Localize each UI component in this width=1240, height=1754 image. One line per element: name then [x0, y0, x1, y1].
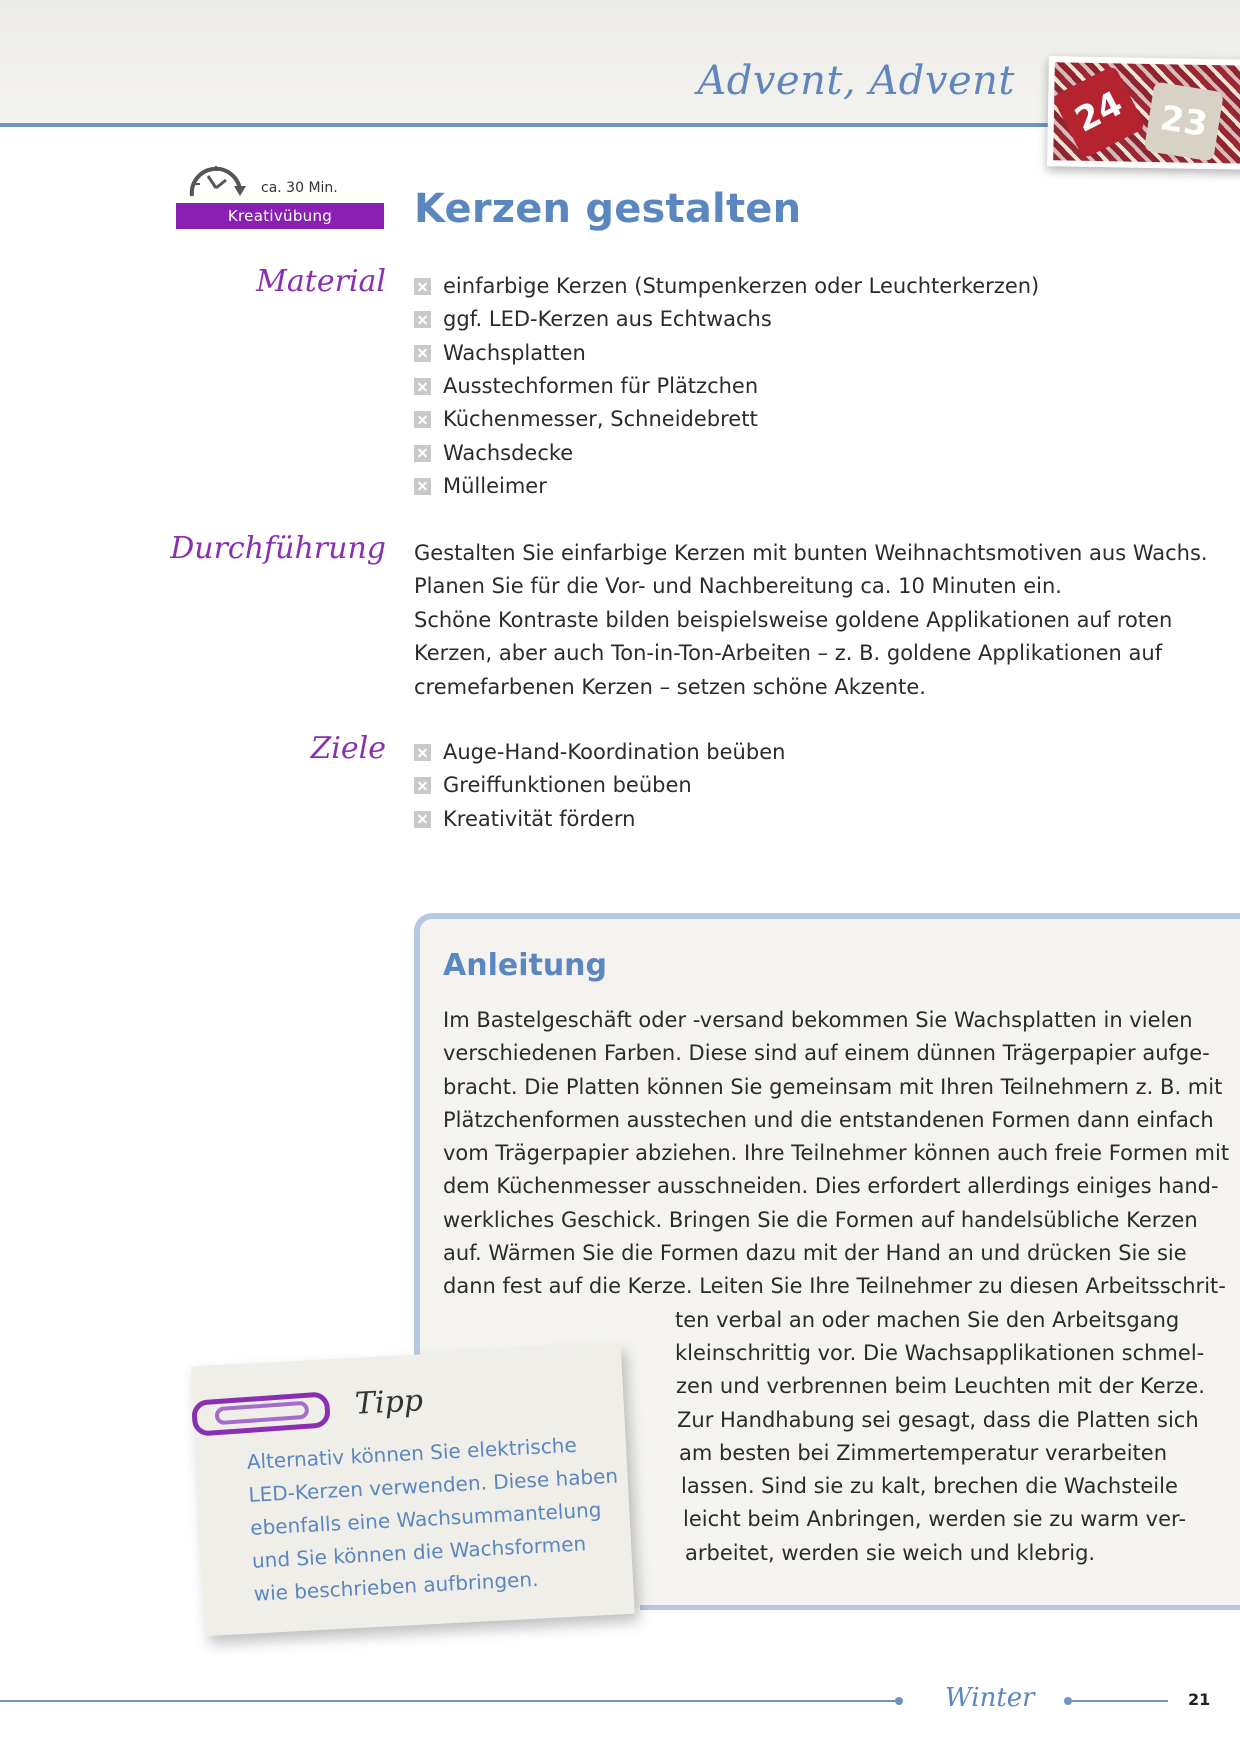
- footer-divider-left: [0, 1700, 898, 1702]
- list-item-text: einfarbige Kerzen (Stumpenkerzen oder Leuchterkerzen): [443, 274, 1040, 299]
- anleitung-bottom-border: [640, 1605, 1240, 1610]
- page-title: Kerzen gestalten: [414, 186, 802, 232]
- material-list: [414, 270, 1039, 503]
- list-item: [414, 303, 1039, 336]
- list-item-text: ggf. LED-Kerzen aus Echtwachs: [443, 307, 772, 332]
- clock-icon: [186, 160, 250, 206]
- checkbox-x-icon: [414, 811, 431, 828]
- text-line: am besten bei Zimmertemperatur verarbeiten: [679, 1440, 1168, 1465]
- text-line: auf. Wärmen Sie die Formen dazu mit der Hand an und drücken Sie sie: [443, 1241, 1187, 1266]
- text-line: Kerzen, aber auch Ton-in-Ton-Arbeiten – z. B. goldene Applikationen auf: [414, 641, 1163, 666]
- text-line: wie beschrieben aufbringen.: [253, 1566, 539, 1606]
- text-line: leicht beim Anbringen, werden sie zu warm ver-: [683, 1507, 1186, 1532]
- text-line: vom Trägerpapier abziehen. Ihre Teilnehmer können auch freie Formen mit: [443, 1141, 1230, 1166]
- list-item: [414, 270, 1039, 303]
- checkbox-x-icon: [414, 378, 431, 395]
- text-line: und Sie können die Wachsformen: [251, 1531, 587, 1573]
- durchfuehrung-text: [414, 537, 1208, 704]
- list-item: [414, 769, 785, 802]
- text-line: dem Küchenmesser ausschneiden. Dies erfordert allerdings einiges hand-: [443, 1174, 1219, 1199]
- tipp-text: [246, 1427, 624, 1611]
- list-item: [414, 370, 1039, 403]
- tipp-title: Tipp: [354, 1383, 424, 1422]
- list-item-text: Auge-Hand-Koordination beüben: [443, 740, 786, 765]
- list-item: [414, 436, 1039, 469]
- text-line: Plätzchenformen ausstechen und die entstandenen Formen dann einfach: [443, 1107, 1214, 1132]
- text-line: cremefarbenen Kerzen – setzen schöne Akzente.: [414, 674, 926, 699]
- footer-dot: [895, 1697, 903, 1705]
- text-line: bracht. Die Platten können Sie gemeinsam mit Ihren Teilnehmern z. B. mit: [443, 1074, 1223, 1099]
- list-item-text: Küchenmesser, Schneidebrett: [443, 407, 758, 432]
- footer-section-title: Winter: [945, 1683, 1035, 1713]
- list-item-text: Wachsplatten: [443, 340, 586, 365]
- advent-calendar-photo: [1047, 56, 1240, 170]
- header-divider: [0, 123, 1050, 127]
- text-line: zen und verbrennen beim Leuchten mit der Kerze.: [676, 1374, 1205, 1399]
- text-line: Gestalten Sie einfarbige Kerzen mit bunten Weihnachtsmotiven aus Wachs.: [414, 541, 1208, 565]
- text-line: Alternativ können Sie elektrische: [246, 1432, 578, 1474]
- list-item-text: Wachsdecke: [443, 440, 574, 465]
- text-line: verschiedenen Farben. Diese sind auf einem dünnen Trägerpapier aufge-: [443, 1041, 1210, 1066]
- checkbox-x-icon: [414, 478, 431, 495]
- list-item: [414, 403, 1039, 436]
- text-line: dann fest auf die Kerze. Leiten Sie Ihre Teilnehmer zu diesen Arbeitsschrit-: [443, 1274, 1226, 1299]
- ziele-label: Ziele: [310, 731, 386, 766]
- text-line: Zur Handhabung sei gesagt, dass die Platten sich: [677, 1407, 1199, 1432]
- text-line: Planen Sie für die Vor- und Nachbereitung ca. 10 Minuten ein.: [414, 574, 1062, 599]
- text-line: Schöne Kontraste bilden beispielsweise goldene Applikationen auf roten: [414, 607, 1173, 632]
- list-item-text: Greiffunktionen beüben: [443, 773, 692, 798]
- chapter-title: Advent, Advent: [697, 58, 1015, 104]
- text-line: arbeitet, werden sie weich und klebrig.: [685, 1540, 1096, 1565]
- list-item-text: Ausstechformen für Plätzchen: [443, 374, 759, 399]
- list-item: [414, 803, 785, 836]
- text-line: werkliches Geschick. Bringen Sie die Formen auf handelsübliche Kerzen: [443, 1207, 1198, 1232]
- list-item: [414, 470, 1039, 503]
- list-item: [414, 337, 1039, 370]
- anleitung-title: Anleitung: [443, 948, 608, 983]
- text-line: lassen. Sind sie zu kalt, brechen die Wachsteile: [681, 1474, 1178, 1499]
- checkbox-x-icon: [414, 411, 431, 428]
- photo-number-24: 24: [1053, 65, 1146, 159]
- photo-fabric: [1053, 62, 1240, 163]
- activity-type-badge: Kreativübung: [176, 203, 384, 229]
- list-item-text: Mülleimer: [443, 473, 547, 498]
- text-line: LED-Kerzen verwenden. Diese haben: [247, 1463, 619, 1507]
- text-line: ebenfalls eine Wachsummantelung: [249, 1497, 602, 1540]
- footer-divider-right: [1068, 1700, 1168, 1702]
- page-number: 21: [1188, 1690, 1211, 1709]
- list-item: [414, 736, 785, 769]
- text-line: ten verbal an oder machen Sie den Arbeitsgang: [675, 1307, 1180, 1332]
- activity-meta: [176, 160, 386, 230]
- photo-number-23: 23: [1144, 81, 1224, 161]
- ziele-list: [414, 736, 785, 836]
- checkbox-x-icon: [414, 345, 431, 362]
- list-item-text: Kreativität fördern: [443, 806, 636, 831]
- checkbox-x-icon: [414, 311, 431, 328]
- text-line: Im Bastelgeschäft oder -versand bekommen Sie Wachsplatten in vielen: [443, 1008, 1193, 1032]
- checkbox-x-icon: [414, 278, 431, 295]
- text-line: kleinschrittig vor. Die Wachsapplikationen schmel-: [675, 1340, 1205, 1365]
- checkbox-x-icon: [414, 744, 431, 761]
- material-label: Material: [256, 264, 386, 299]
- checkbox-x-icon: [414, 445, 431, 462]
- duration-label: ca. 30 Min.: [261, 180, 338, 196]
- checkbox-x-icon: [414, 777, 431, 794]
- durchfuehrung-label: Durchführung: [170, 531, 386, 566]
